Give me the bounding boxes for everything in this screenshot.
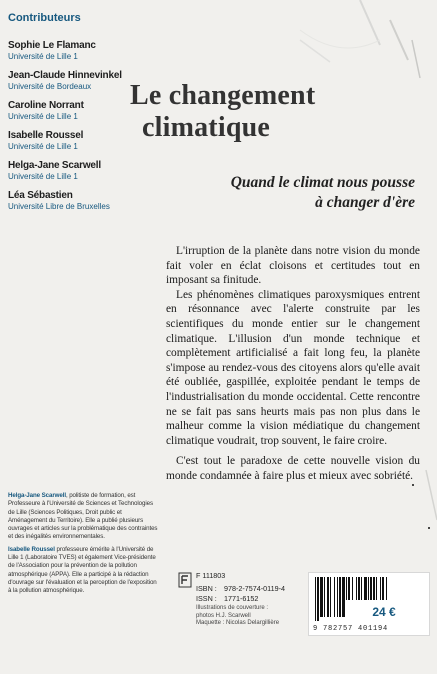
issn-row <box>196 594 306 603</box>
isbn-row <box>196 584 306 593</box>
contributor-item <box>8 190 168 212</box>
barcode-bar <box>339 577 341 617</box>
book-title-line: Le changement <box>130 80 316 111</box>
contributor-affiliation: Université de Lille 1 <box>8 172 78 181</box>
book-title-line: climatique <box>142 112 270 143</box>
catalogue-ref: F 111803 <box>196 571 226 580</box>
bio-text: professeure émérite à l'Université de Lille 1 (Laboratoire TVES) et également Vice-présidente de l'Association pour la prévention de la pollution atmosphérique (APPA). Elle a participé à la rédaction d'ouvrage sur l'évaluation et la perception de l'exposition à la pollution atmosphérique. <box>8 545 157 595</box>
barcode-bar <box>317 577 319 621</box>
credits-line: Illustrations de couverture : <box>196 605 269 612</box>
contributor-name: Jean-Claude Hinnevinkel <box>8 70 122 81</box>
credits-line: Maquette : Nicolas Delargillière <box>196 620 280 627</box>
bio-paragraph <box>8 546 158 596</box>
barcode-digits: 9 782757 401194 <box>313 625 389 633</box>
barcode-bar <box>315 577 316 621</box>
contributor-name: Helga-Jane Scarwell <box>8 160 101 171</box>
credits-line: photos H.J. Scarwell <box>196 612 251 619</box>
contributor-affiliation: Université de Lille 1 <box>8 52 78 61</box>
speck <box>428 527 430 529</box>
barcode-bar <box>324 577 325 617</box>
contributor-item <box>8 40 168 62</box>
contributors-heading: Contributeurs <box>8 12 81 24</box>
isbn-value: 978-2-7574-0119-4 <box>224 584 286 594</box>
contributor-name: Sophie Le Flamanc <box>8 40 96 51</box>
isbn-label: ISBN : <box>196 584 217 594</box>
issn-value: 1771-6152 <box>224 593 259 603</box>
contributor-affiliation: Université de Bordeaux <box>8 82 92 91</box>
subtitle-line: Quand le climat nous pousse <box>230 174 415 191</box>
colophon <box>196 571 306 628</box>
contributor-affiliation: Université de Lille 1 <box>8 112 78 121</box>
contributor-name: Isabelle Roussel <box>8 130 84 141</box>
issn-label: ISSN : <box>196 593 217 603</box>
bio-name: Isabelle Roussel <box>8 545 55 553</box>
barcode-bar <box>327 577 329 617</box>
blurb-paragraph: L'irruption de la planète dans notre vision du monde fait voler en éclat cloisons et certitudes tout en imposant sa finitude. <box>166 245 420 287</box>
price-label: 24 € <box>372 605 396 619</box>
contributor-affiliation: Université de Lille 1 <box>8 142 78 151</box>
blurb-paragraph: Les phénomènes climatiques paroxysmiques entrent en résonnance avec l'alerte construite par les scientifiques du monde entier sur le changement climatique. L'illusion d'un monde technique et complètement artificialisé a fait long feu, la planète s'impose au rendez-vous des citoyens alors qu'elle avait été oubliée, gaspillée, exploitée pendant le temps de l'industrialisation du monde occidental. Cette rencontre ne se fait pas sans heurts mais pas non plus dans le malheur comme la vision médiatique du changement climatique voudrait, trop souvent, le faire croire. <box>166 288 420 447</box>
barcode-bar <box>337 577 338 617</box>
barcode-bar <box>330 577 331 617</box>
bio-name: Helga-Jane Scarwell <box>8 492 66 499</box>
book-title <box>130 80 400 144</box>
price-tag <box>346 600 422 624</box>
publisher-logo-icon <box>178 572 192 588</box>
barcode-bar <box>342 577 345 617</box>
barcode-bar <box>320 577 323 617</box>
contributor-item <box>8 160 168 182</box>
author-bios <box>8 492 158 600</box>
blurb-paragraph: C'est tout le paradoxe de cette nouvelle vision du monde condamnée à faire plus et mieux avec sobriété. <box>166 455 420 482</box>
bio-paragraph <box>8 492 158 542</box>
bio-text: , politiste de formation, est Professeure à l'Université de Sciences et Technologies de Lille (Sciences Politiques, Droit public et Aménagement du Territoire). Elle a publié plusieurs ouvrages et articles sur la problématique des contraintes et des inégalités environnementales. <box>8 492 158 541</box>
book-subtitle <box>155 173 415 213</box>
subtitle-line: à changer d'ère <box>315 194 415 211</box>
contributor-name: Caroline Norrant <box>8 100 84 111</box>
contributor-affiliation: Université Libre de Bruxelles <box>8 202 110 211</box>
barcode-bar <box>334 577 335 617</box>
speck <box>412 484 414 486</box>
contributor-name: Léa Sébastien <box>8 190 73 201</box>
back-cover-blurb <box>166 244 420 484</box>
